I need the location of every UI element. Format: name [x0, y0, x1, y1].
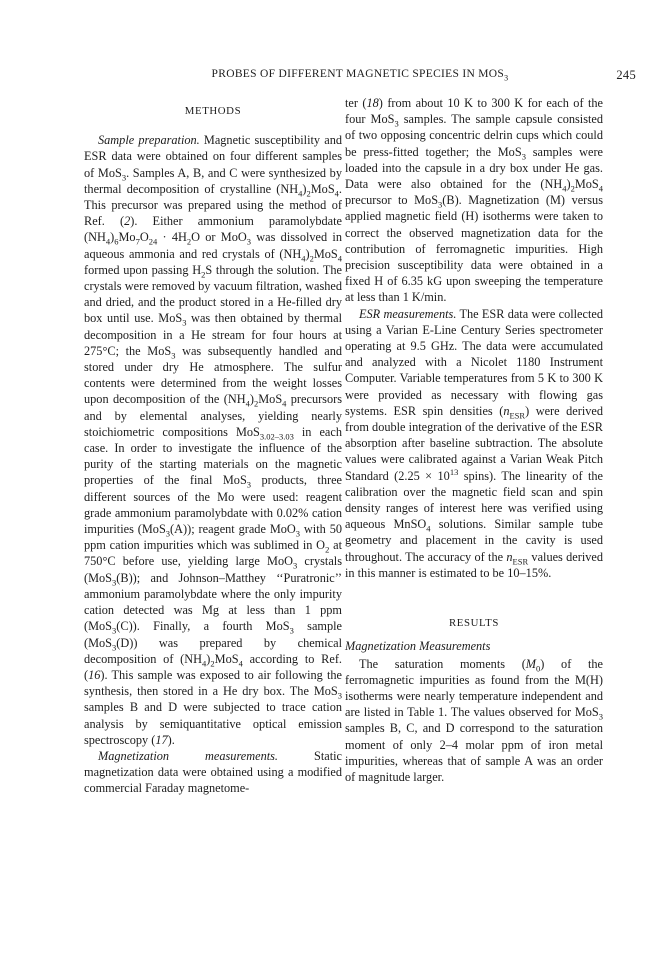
running-header: [84, 68, 636, 86]
paragraph-magnetization-continued: ter (18) from about 10 K to 300 K for each of the four MoS$_3$ samples. The sample capsule consisted of two opposing concentric delrin cups which could be press-fitted together; the MoS$_3$ samples were loaded into the capsule in a dry box under He gas. Data were also obtained for the $(NH_4)_2MoS_4$ precursor to MoS$_3$(B). Magnetization (M) versus applied magnetic field (H) isotherms were taken to correct the observed magnetization data for the contribution of ferromagnetic impurities. High precision susceptibility data were obtained in a fixed H of 6.35 kG upon sweeping the temperature at less than 1 K/min.: [345, 96, 604, 305]
left-column: [84, 95, 342, 797]
paragraph-esr-measurements: ESR measurements. The ESR data were collected using a Varian E-Line Century Series spectrometer operating at 9.5 GHz. The data were accumulated and analyzed with a Nicolet 1180 Instrument Computer. Variable temperatures from 5 K to 300 K were provided as necessary with flowing gas systems. ESR spin densities $(n_{ESR})$ were derived from double integration of the derivative of the ESR absorption after baseline subtraction. The absolute values were calibrated against a Varian Weak Pitch Standard ($2.25 \times 10^{13}$ spins). The linearity of the calibration over the magnetic field scan and spin density ranges of interest here was verified using aqueous MnSO$_4$ solutions. Similar sample tube geometry and placement in the cavity is used throughout. The accuracy of the $n_{ESR}$ values derived in this manner is estimated to be 10–15%.: [345, 306, 604, 580]
paragraph-magnetization-measurements: Magnetization measurements. Static magnetization data were obtained using a modified commercial Faraday magnetome-: [84, 748, 342, 796]
section-title-results: RESULTS: [448, 617, 499, 630]
page-number: 245: [616, 68, 636, 82]
paragraph-saturation-moments: The saturation moments $(M_0)$ of the ferromagnetic impurities as found from the M(H) isotherms were nearly temperature independent and are listed in Table 1. The values observed for MoS$_3$ samples B, C, and D correspond to the saturation moment of only 2–4 molar ppm of iron metal impurities, whereas that of sample A was an order of magnitude larger.: [345, 656, 603, 784]
paragraph-sample-preparation: Sample preparation. Magnetic susceptibility and ESR data were obtained on four different samples of MoS$_3$. Samples A, B, and C were synthesized by thermal decomposition of crystalline $(NH_4)_2MoS_4$. This precursor was prepared using the method of Ref. (2). Either ammonium paramolybdate $(NH_4)_6Mo_7O_{24} \cdot 4H_2O$ or MoO$_3$ was dissolved in aqueous ammonia and red crystals of $(NH_4)_2MoS_4$ formed upon passing $H_2S$ through the solution. The crystals were removed by vacuum filtration, washed and dried, and the product stored in a He-filled dry box until use. MoS$_3$ was then obtained by thermal decomposition in a He stream for four hours at 275°C; the MoS$_3$ was subsequently handled and stored under dry He atmosphere. The sulfur contents were determined from the weight losses upon decomposition of the $(NH_4)_2MoS_4$ precursors and by elemental analyses, yielding nearly stoichiometric compositions MoS$_{3.02-3.03}$ in each case. In order to investigate the influence of the purity of the starting materials on the magnetic properties of the final MoS$_3$ products, three different sources of the Mo were used: reagent grade ammonium paramolybdate with 0.02% cation impurities (MoS$_3$(A)); reagent grade MoO$_3$ with 50 ppm cation impurities which was sublimed in $O_2$ at 750°C before use, yielding large MoO$_3$ crystals (MoS$_3$(B)); and Johnson–Matthey ‘‘Puratronic’’ ammonium paramolybdate where the only impurity cation detected was Mg at less than 1 ppm (MoS$_3$(C)). Finally, a fourth MoS$_3$ sample (MoS$_3$(D)) was prepared by chemical decomposition of $(NH_4)_2MoS_4$ according to Ref. (16). This sample was exposed to air following the synthesis, then stored in a He dry box. The MoS$_3$ samples B and D were subjected to trace cation analysis by semiquantitative optical emission spectroscopy (17).: [84, 133, 343, 747]
section-title-methods: METHODS: [184, 105, 242, 117]
running-title: PROBES OF DIFFERENT MAGNETIC SPECIES IN $MOS_3$: [211, 68, 509, 83]
right-column: [345, 95, 603, 785]
subsection-title-magnetization: Magnetization Measurements: [345, 639, 491, 654]
